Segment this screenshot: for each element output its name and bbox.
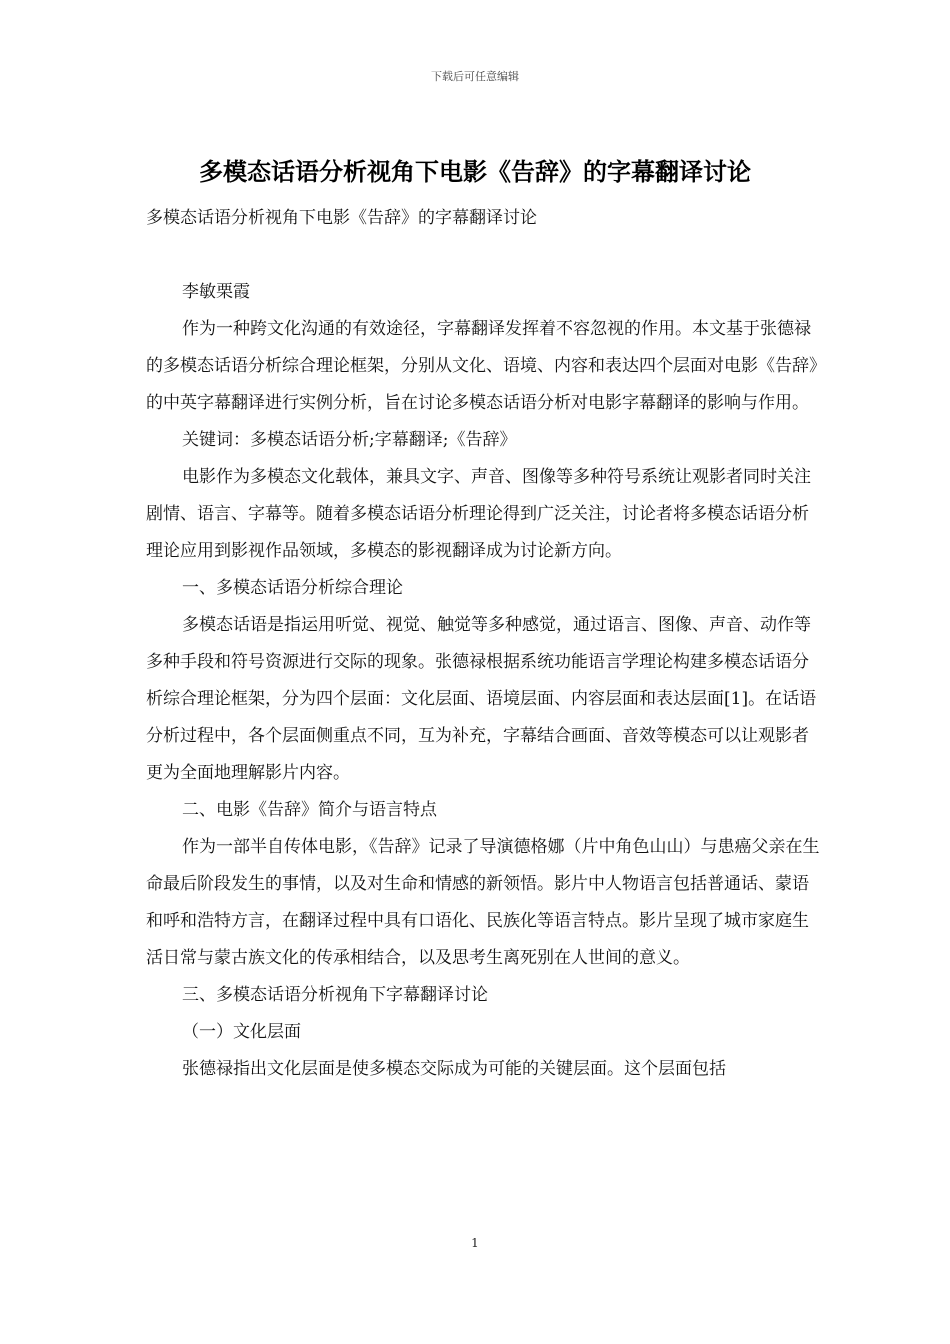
abstract-paragraph: 作为一种跨文化沟通的有效途径，字幕翻译发挥着不容忽视的作用。本文基于张德禄的多模态话语分析综合理论框架，分别从文化、语境、内容和表达四个层面对电影《告辞》的中英字幕翻译进行实例分析，旨在讨论多模态话语分析对电影字幕翻译的影响与作用。 bbox=[146, 319, 818, 413]
section-paragraph-1: 多模态话语是指运用听觉、视觉、触觉等多种感觉，通过语言、图像、声音、动作等多种手段和符号资源进行交际的现象。张德禄根据系统功能语言学理论构建多模态话语分析综合理论框架，分为四个层面：文化层面、语境层面、内容层面和表达层面[1]。在话语分析过程中，各个层面侧重点不同，互为补充，字幕结合画面、音效等模态可以让观影者更为全面地理解影片内容。 bbox=[146, 615, 817, 783]
page-number: 1 bbox=[471, 1236, 479, 1250]
author-name: 李敏栗霞 bbox=[182, 282, 250, 302]
section-heading-1: 一、多模态话语分析综合理论 bbox=[182, 578, 403, 598]
keywords-line: 关键词：多模态话语分析;字幕翻译;《告辞》 bbox=[182, 430, 517, 450]
subsection-paragraph-1: 张德禄指出文化层面是使多模态交际成为可能的关键层面。这个层面包括 bbox=[182, 1059, 726, 1079]
section-heading-2: 二、电影《告辞》简介与语言特点 bbox=[182, 800, 437, 820]
spacer bbox=[146, 237, 822, 274]
page-title: 多模态话语分析视角下电影《告辞》的字幕翻译讨论 bbox=[199, 157, 751, 186]
intro-paragraph: 电影作为多模态文化载体，兼具文字、声音、图像等多种符号系统让观影者同时关注剧情、语言、字幕等。随着多模态话语分析理论得到广泛关注，讨论者将多模态话语分析理论应用到影视作品领域，多模态的影视翻译成为讨论新方向。 bbox=[146, 467, 811, 561]
section-heading-3: 三、多模态话语分析视角下字幕翻译讨论 bbox=[182, 985, 488, 1005]
section-paragraph-2: 作为一部半自传体电影，《告辞》记录了导演德格娜（片中角色山山）与患癌父亲在生命最后阶段发生的事情，以及对生命和情感的新领悟。影片中人物语言包括普通话、蒙语和呼和浩特方言，在翻译过程中具有口语化、民族化等语言特点。影片呈现了城市家庭生活日常与蒙古族文化的传承相结合，以及思考生离死别在人世间的意义。 bbox=[146, 837, 820, 968]
document-body bbox=[146, 200, 822, 1088]
header-note: 下载后可任意编辑 bbox=[431, 70, 519, 83]
subtitle: 多模态话语分析视角下电影《告辞》的字幕翻译讨论 bbox=[146, 208, 537, 228]
subsection-heading-1: （一）文化层面 bbox=[182, 1022, 301, 1042]
